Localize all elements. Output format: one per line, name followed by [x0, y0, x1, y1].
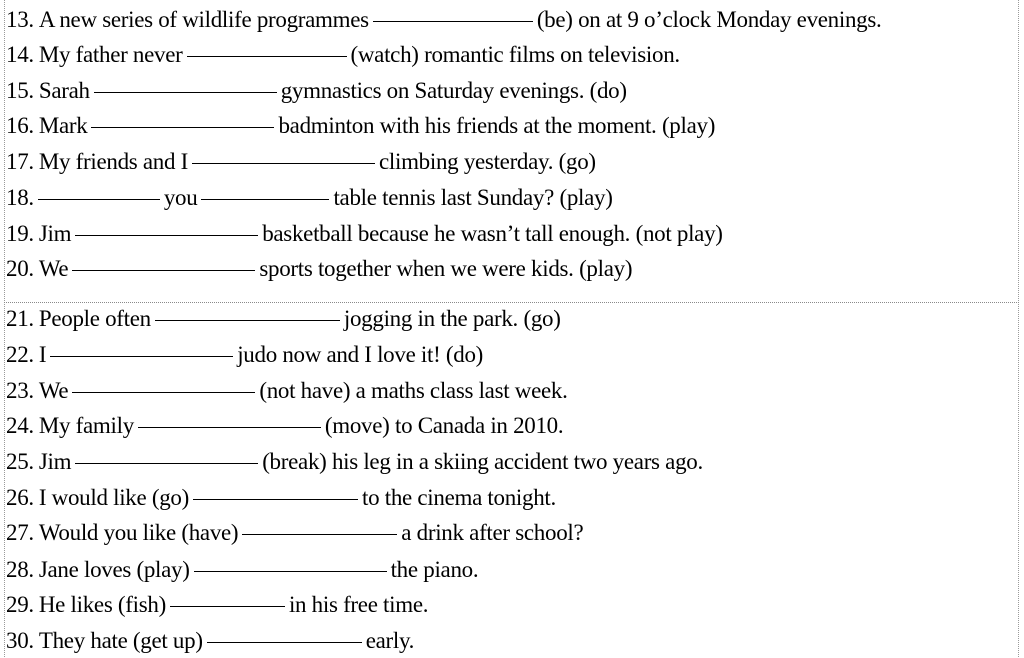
exercise-number: 23.	[6, 378, 34, 403]
exercise-text-after: basketball because he wasn’t tall enough. (not play)	[262, 221, 723, 246]
exercise-number: 25.	[6, 449, 34, 474]
answer-blank[interactable]	[187, 55, 347, 57]
exercise-text-after: table tennis last Sunday? (play)	[333, 185, 613, 210]
exercise-item	[6, 588, 428, 622]
exercise-item	[6, 217, 723, 251]
exercise-text-before: We	[38, 378, 69, 403]
exercise-number: 15.	[6, 78, 34, 103]
exercise-text-before: People often	[38, 306, 151, 331]
exercise-text-before: I would like (go)	[38, 485, 189, 510]
exercise-text-before: Jane loves (play)	[38, 557, 190, 582]
exercise-text-middle: you	[163, 185, 198, 210]
exercise-text-before: My family	[38, 413, 134, 438]
exercise-item	[6, 445, 703, 479]
exercise-number: 17.	[6, 149, 34, 174]
answer-blank[interactable]	[75, 462, 258, 464]
exercise-item	[6, 109, 715, 143]
exercise-item	[6, 302, 561, 336]
exercise-text-before: We	[38, 256, 69, 281]
exercise-item	[6, 374, 568, 408]
exercise-text-after: a drink after school?	[401, 520, 584, 545]
answer-blank[interactable]	[373, 20, 533, 22]
exercise-text-before: I	[38, 342, 47, 367]
exercise-text-before: He likes (fish)	[38, 592, 166, 617]
exercise-item	[6, 481, 556, 515]
exercise-number: 24.	[6, 413, 34, 438]
exercise-text-before: Mark	[38, 113, 88, 138]
exercise-text-before: Sarah	[38, 78, 90, 103]
exercise-item	[6, 74, 627, 108]
exercise-number: 13.	[6, 7, 34, 32]
exercise-text-after: sports together when we were kids. (play)	[259, 256, 633, 281]
exercise-text-after: (be) on at 9 o’clock Monday evenings.	[536, 7, 882, 32]
exercise-text-after: (move) to Canada in 2010.	[324, 413, 564, 438]
exercise-text-before: They hate (get up)	[38, 628, 203, 653]
exercise-text-after: badminton with his friends at the moment. (play)	[278, 113, 716, 138]
exercise-item	[6, 252, 632, 286]
answer-blank[interactable]	[170, 605, 285, 607]
exercise-text-before: A new series of wildlife programmes	[38, 7, 369, 32]
answer-blank[interactable]	[38, 198, 160, 200]
exercise-number: 26.	[6, 485, 34, 510]
exercise-number: 30.	[6, 628, 34, 653]
answer-blank[interactable]	[94, 91, 277, 93]
exercise-text-before: Would you like (have)	[38, 520, 239, 545]
exercise-item	[6, 3, 881, 37]
exercise-number: 21.	[6, 306, 34, 331]
answer-blank[interactable]	[50, 355, 233, 357]
answer-blank[interactable]	[192, 162, 375, 164]
exercise-number: 16.	[6, 113, 34, 138]
exercise-item	[6, 409, 563, 443]
exercise-item	[6, 624, 414, 658]
answer-blank[interactable]	[72, 391, 255, 393]
answer-blank[interactable]	[91, 126, 274, 128]
exercise-number: 20.	[6, 256, 34, 281]
exercise-text-after: (not have) a maths class last week.	[259, 378, 568, 403]
answer-blank[interactable]	[194, 570, 387, 572]
exercise-text-before: Jim	[38, 221, 72, 246]
exercise-text-after: gymnastics on Saturday evenings. (do)	[280, 78, 627, 103]
exercise-number: 18.	[6, 185, 34, 210]
answer-blank[interactable]	[75, 234, 258, 236]
exercise-item	[6, 553, 478, 587]
exercise-number: 19.	[6, 221, 34, 246]
exercise-number: 22.	[6, 342, 34, 367]
exercise-number: 28.	[6, 557, 34, 582]
exercise-item	[6, 145, 596, 179]
exercise-text-before: My friends and I	[38, 149, 188, 174]
answer-blank[interactable]	[72, 269, 255, 271]
exercise-text-after: climbing yesterday. (go)	[379, 149, 596, 174]
exercise-text-before: Jim	[38, 449, 72, 474]
exercise-number: 27.	[6, 520, 34, 545]
answer-blank[interactable]	[242, 533, 397, 535]
exercise-text-after: jogging in the park. (go)	[343, 306, 561, 331]
exercise-text-after: early.	[365, 628, 415, 653]
answer-blank[interactable]	[138, 426, 321, 428]
exercise-text-after: the piano.	[390, 557, 479, 582]
answer-blank[interactable]	[155, 319, 340, 321]
exercise-text-after: in his free time.	[288, 592, 429, 617]
exercise-number: 29.	[6, 592, 34, 617]
page-margin-right	[1018, 0, 1019, 657]
exercise-number: 14.	[6, 42, 34, 67]
exercise-item	[6, 38, 680, 72]
exercise-text-after: to the cinema tonight.	[361, 485, 556, 510]
exercise-text-after: judo now and I love it! (do)	[237, 342, 484, 367]
page-margin-left	[4, 0, 5, 657]
exercise-text-before: My father never	[38, 42, 183, 67]
answer-blank[interactable]	[193, 498, 358, 500]
answer-blank[interactable]	[207, 641, 362, 643]
exercise-item	[6, 338, 483, 372]
exercise-text-after: (watch) romantic films on television.	[350, 42, 680, 67]
exercise-item	[6, 181, 613, 215]
answer-blank[interactable]	[201, 198, 329, 200]
exercise-item	[6, 516, 583, 550]
exercise-text-after: (break) his leg in a skiing accident two years ago.	[262, 449, 703, 474]
